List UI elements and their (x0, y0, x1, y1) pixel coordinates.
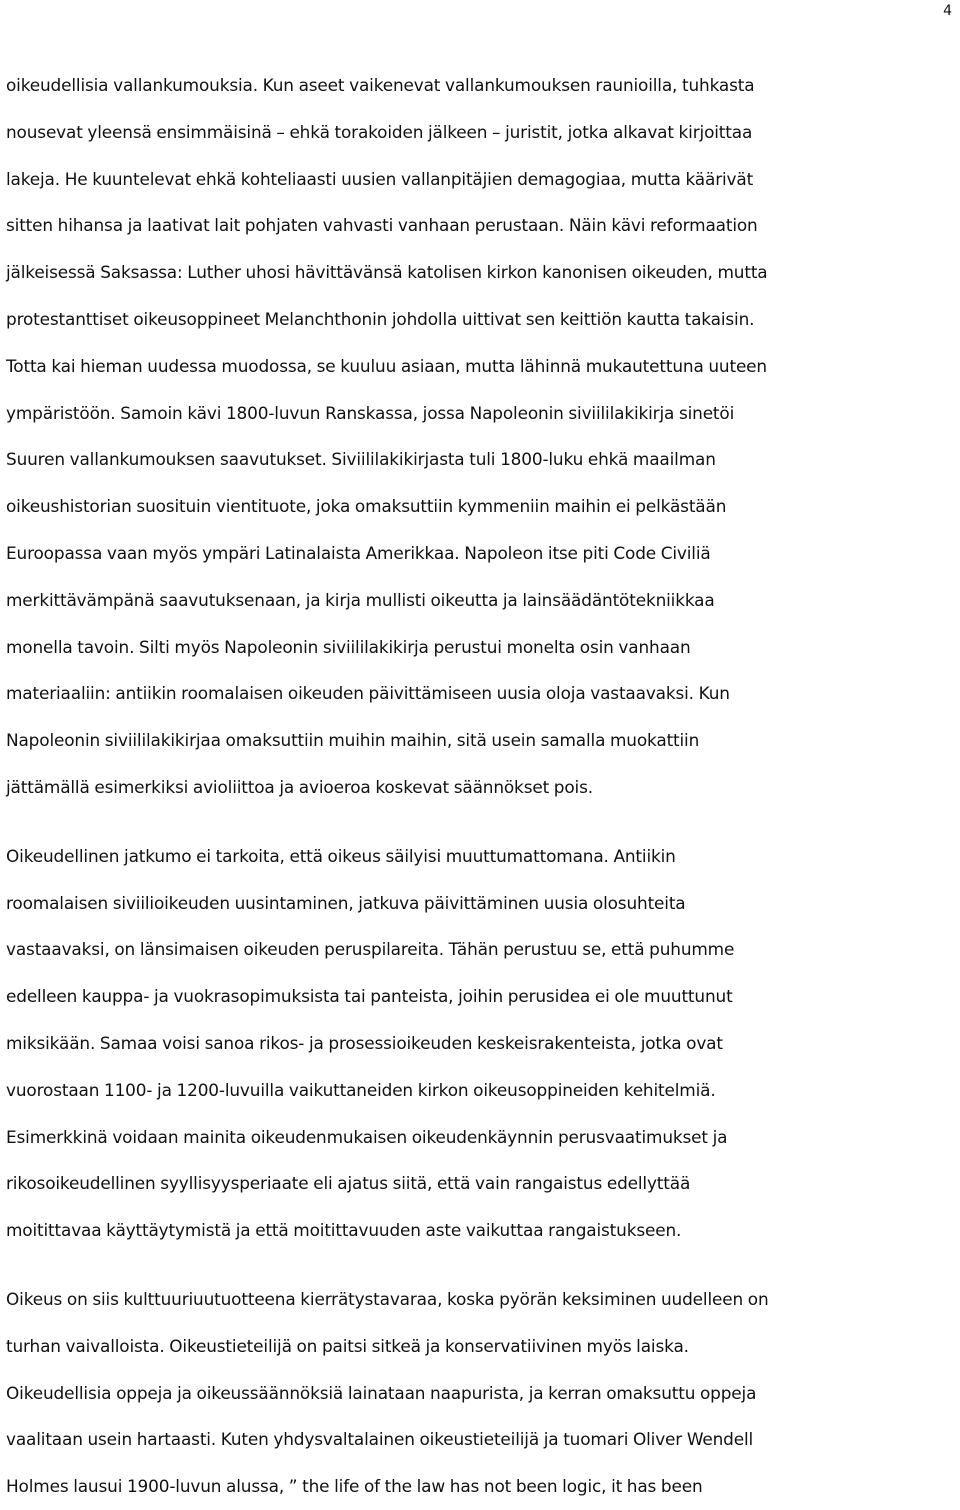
text-line: protestanttiset oikeusoppineet Melanchthonin johdolla uittivat sen keittiön kautta takaisin. (6, 308, 755, 329)
text-line: Oikeudellisia oppeja ja oikeussäännöksiä lainataan naapurista, ja kerran omaksuttu oppeja (6, 1382, 757, 1403)
paragraph-2 (6, 833, 956, 1254)
text-line: Holmes lausui 1900-luvun alussa, ” the life of the law has not been logic, it has been (6, 1476, 703, 1497)
text-line: ympäristöön. Samoin kävi 1800-luvun Ranskassa, jossa Napoleonin siviililakikirja sinetöi (6, 402, 735, 423)
text-line: jälkeisessä Saksassa: Luther uhosi hävittävänsä katolisen kirkon kanonisen oikeuden, mutta (6, 262, 768, 283)
text-line: edelleen kauppa- ja vuokrasopimuksista tai panteista, joihin perusidea ei ole muuttunut (6, 986, 733, 1007)
text-line: sitten hihansa ja laativat lait pohjaten vahvasti vanhaan perustaan. Näin kävi reformaation (6, 215, 758, 236)
paragraph-1 (6, 62, 956, 811)
text-line: Oikeudellinen jatkumo ei tarkoita, että oikeus säilyisi muuttumattomana. Antiikin (6, 845, 676, 866)
text-line: vastaavaksi, on länsimaisen oikeuden peruspilareita. Tähän perustuu se, että puhumme (6, 939, 735, 960)
paragraph-3 (6, 1276, 956, 1510)
text-line: Totta kai hieman uudessa muodossa, se kuuluu asiaan, mutta lähinnä mukautettuna uuteen (6, 355, 767, 376)
text-line: Euroopassa vaan myös ympäri Latinalaista Amerikkaa. Napoleon itse piti Code Civiliä (6, 542, 711, 563)
text-line: Oikeus on siis kulttuuriuutuotteena kierrätystavaraa, koska pyörän keksiminen uudelleen on (6, 1288, 769, 1309)
text-line: turhan vaivalloista. Oikeustieteilijä on paitsi sitkeä ja konservatiivinen myös laiska. (6, 1335, 689, 1356)
text-line: lakeja. He kuuntelevat ehkä kohteliaasti uusien vallanpitäjien demagogiaa, mutta käärivät (6, 168, 754, 189)
text-line: Esimerkkinä voidaan mainita oikeudenmukaisen oikeudenkäynnin perusvaatimukset ja (6, 1126, 728, 1147)
document-body (6, 62, 956, 1510)
text-line: jättämällä esimerkiksi avioliittoa ja avioeroa koskevat säännökset pois. (6, 776, 593, 797)
text-line: merkittävämpänä saavutuksenaan, ja kirja mullisti oikeutta ja lainsäädäntötekniikkaa (6, 589, 715, 610)
text-line: nousevat yleensä ensimmäisinä – ehkä torakoiden jälkeen – juristit, jotka alkavat kirjoittaa (6, 121, 753, 142)
text-line: oikeudellisia vallankumouksia. Kun aseet vaikenevat vallankumouksen raunioilla, tuhkasta (6, 75, 755, 95)
page-number: 4 (943, 3, 952, 19)
text-line: roomalaisen siviilioikeuden uusintaminen, jatkuva päivittäminen uusia olosuhteita (6, 892, 686, 913)
text-line: miksikään. Samaa voisi sanoa rikos- ja prosessioikeuden keskeisrakenteista, jotka ovat (6, 1032, 723, 1053)
text-line: Napoleonin siviililakikirjaa omaksuttiin muihin maihin, sitä usein samalla muokattiin (6, 730, 700, 751)
text-line: vuorostaan 1100- ja 1200-luvuilla vaikuttaneiden kirkon oikeusoppineiden kehitelmiä. (6, 1079, 716, 1100)
text-line: rikosoikeudellinen syyllisyysperiaate eli ajatus siitä, että vain rangaistus edellyttää (6, 1173, 691, 1194)
text-line: oikeushistorian suosituin vientituote, joka omaksuttiin kymmeniin maihin ei pelkästään (6, 496, 727, 517)
text-line: vaalitaan usein hartaasti. Kuten yhdysvaltalainen oikeustieteilijä ja tuomari Oliver Wendell (6, 1429, 754, 1450)
text-line: Suuren vallankumouksen saavutukset. Siviililakikirjasta tuli 1800-luku ehkä maailman (6, 449, 716, 470)
text-line: monella tavoin. Silti myös Napoleonin siviililakikirja perustui monelta osin vanhaan (6, 636, 691, 657)
text-line: materiaaliin: antiikin roomalaisen oikeuden päivittämiseen uusia oloja vastaavaksi. Kun (6, 683, 730, 704)
text-line: moitittavaa käyttäytymistä ja että moitittavuuden aste vaikuttaa rangaistukseen. (6, 1220, 682, 1241)
